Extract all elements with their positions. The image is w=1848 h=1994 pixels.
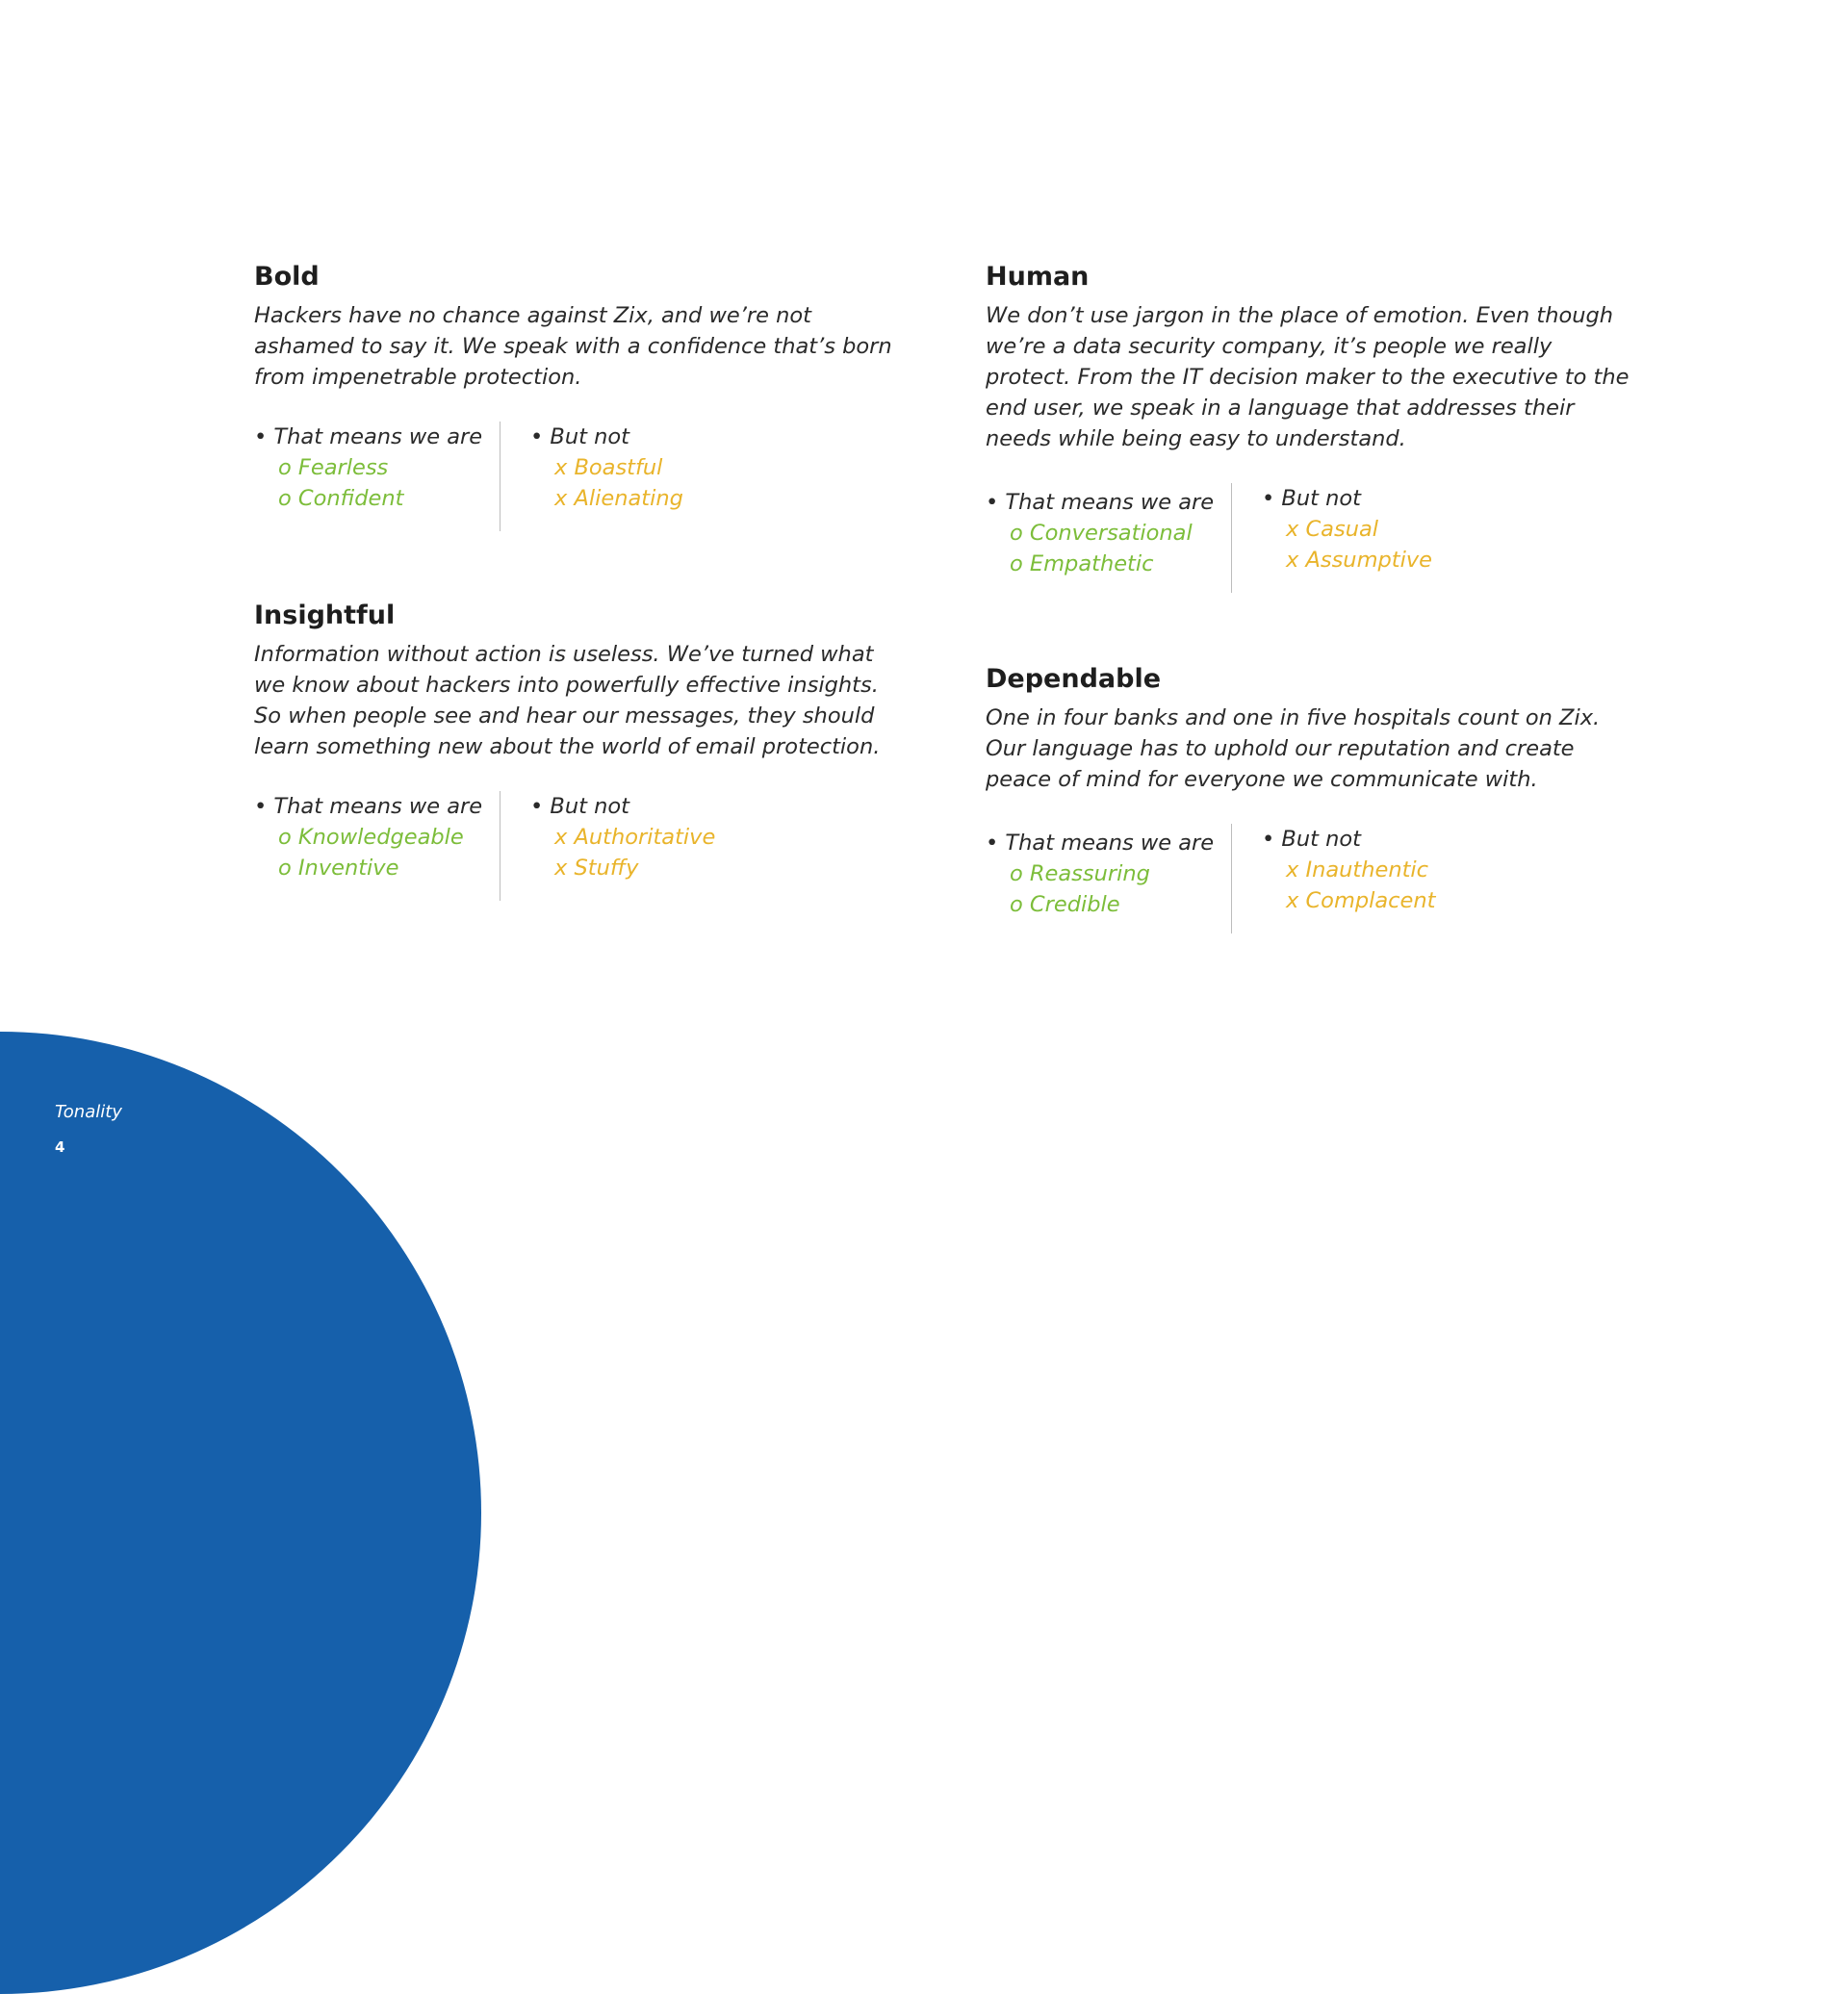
- not-label: • But not: [1262, 827, 1361, 853]
- means-label: • That means we are: [986, 490, 1215, 516]
- section-insightful: [254, 601, 909, 903]
- not-label: • But not: [1262, 486, 1361, 512]
- not-item: x Boastful: [554, 455, 663, 481]
- section-description: One in four banks and one in five hospitals count on Zix. Our language has to uphold our reputation and create peace of mind for everyone we communicate with.: [986, 705, 1601, 793]
- not-item: x Stuffy: [554, 856, 639, 882]
- means-list: [254, 422, 500, 514]
- not-item: x Complacent: [1286, 888, 1436, 914]
- not-list: [530, 791, 819, 883]
- not-list: [530, 422, 819, 514]
- section-title: Insightful: [254, 601, 396, 630]
- section-human: [986, 262, 1640, 595]
- page-number: 4: [55, 1138, 65, 1156]
- means-item: o Empathetic: [1010, 551, 1154, 577]
- not-item: x Assumptive: [1286, 548, 1432, 574]
- not-item: x Alienating: [554, 486, 683, 512]
- means-label: • That means we are: [986, 831, 1215, 856]
- trait-lists: [986, 483, 1640, 595]
- means-item: o Confident: [278, 486, 404, 512]
- not-item: x Casual: [1286, 517, 1378, 543]
- section-bold: [254, 262, 909, 533]
- section-description: Information without action is useless. We’ve turned what we know about hackers into powerfully effective insights. So when people see and hear our messages, they should learn something new about the world of email protection.: [254, 642, 881, 760]
- not-list: [1262, 824, 1551, 916]
- section-description: Hackers have no chance against Zix, and we’re not ashamed to say it. We speak with a confidence that’s born from impenetrable protection.: [254, 303, 892, 391]
- not-label: • But not: [530, 794, 629, 820]
- means-item: o Knowledgeable: [278, 825, 464, 851]
- means-list: [254, 791, 500, 883]
- section-title: Dependable: [986, 664, 1162, 694]
- not-item: x Authoritative: [554, 825, 716, 851]
- not-list: [1262, 483, 1551, 575]
- means-label: • That means we are: [254, 424, 483, 450]
- not-label: • But not: [530, 424, 629, 450]
- column-divider: [1231, 483, 1232, 593]
- means-list: [986, 487, 1231, 579]
- trait-lists: [254, 422, 909, 533]
- means-list: [986, 828, 1231, 920]
- not-item: x Inauthentic: [1286, 857, 1429, 883]
- footer-section-name: Tonality: [55, 1102, 122, 1122]
- means-item: o Inventive: [278, 856, 399, 882]
- means-item: o Fearless: [278, 455, 389, 481]
- column-divider: [1231, 824, 1232, 933]
- trait-lists: [986, 824, 1640, 935]
- means-item: o Reassuring: [1010, 861, 1150, 887]
- section-dependable: [986, 664, 1640, 935]
- section-title: Bold: [254, 262, 320, 292]
- corner-decoration: [0, 1032, 481, 1994]
- section-title: Human: [986, 262, 1090, 292]
- trait-lists: [254, 791, 909, 903]
- means-item: o Credible: [1010, 892, 1120, 918]
- section-description: We don’t use jargon in the place of emotion. Even though we’re a data security company, it’s people we really protect. From the IT decision maker to the executive to the end user, we speak in a language that addresses their needs while being easy to understand.: [986, 303, 1630, 452]
- means-label: • That means we are: [254, 794, 483, 820]
- means-item: o Conversational: [1010, 521, 1193, 547]
